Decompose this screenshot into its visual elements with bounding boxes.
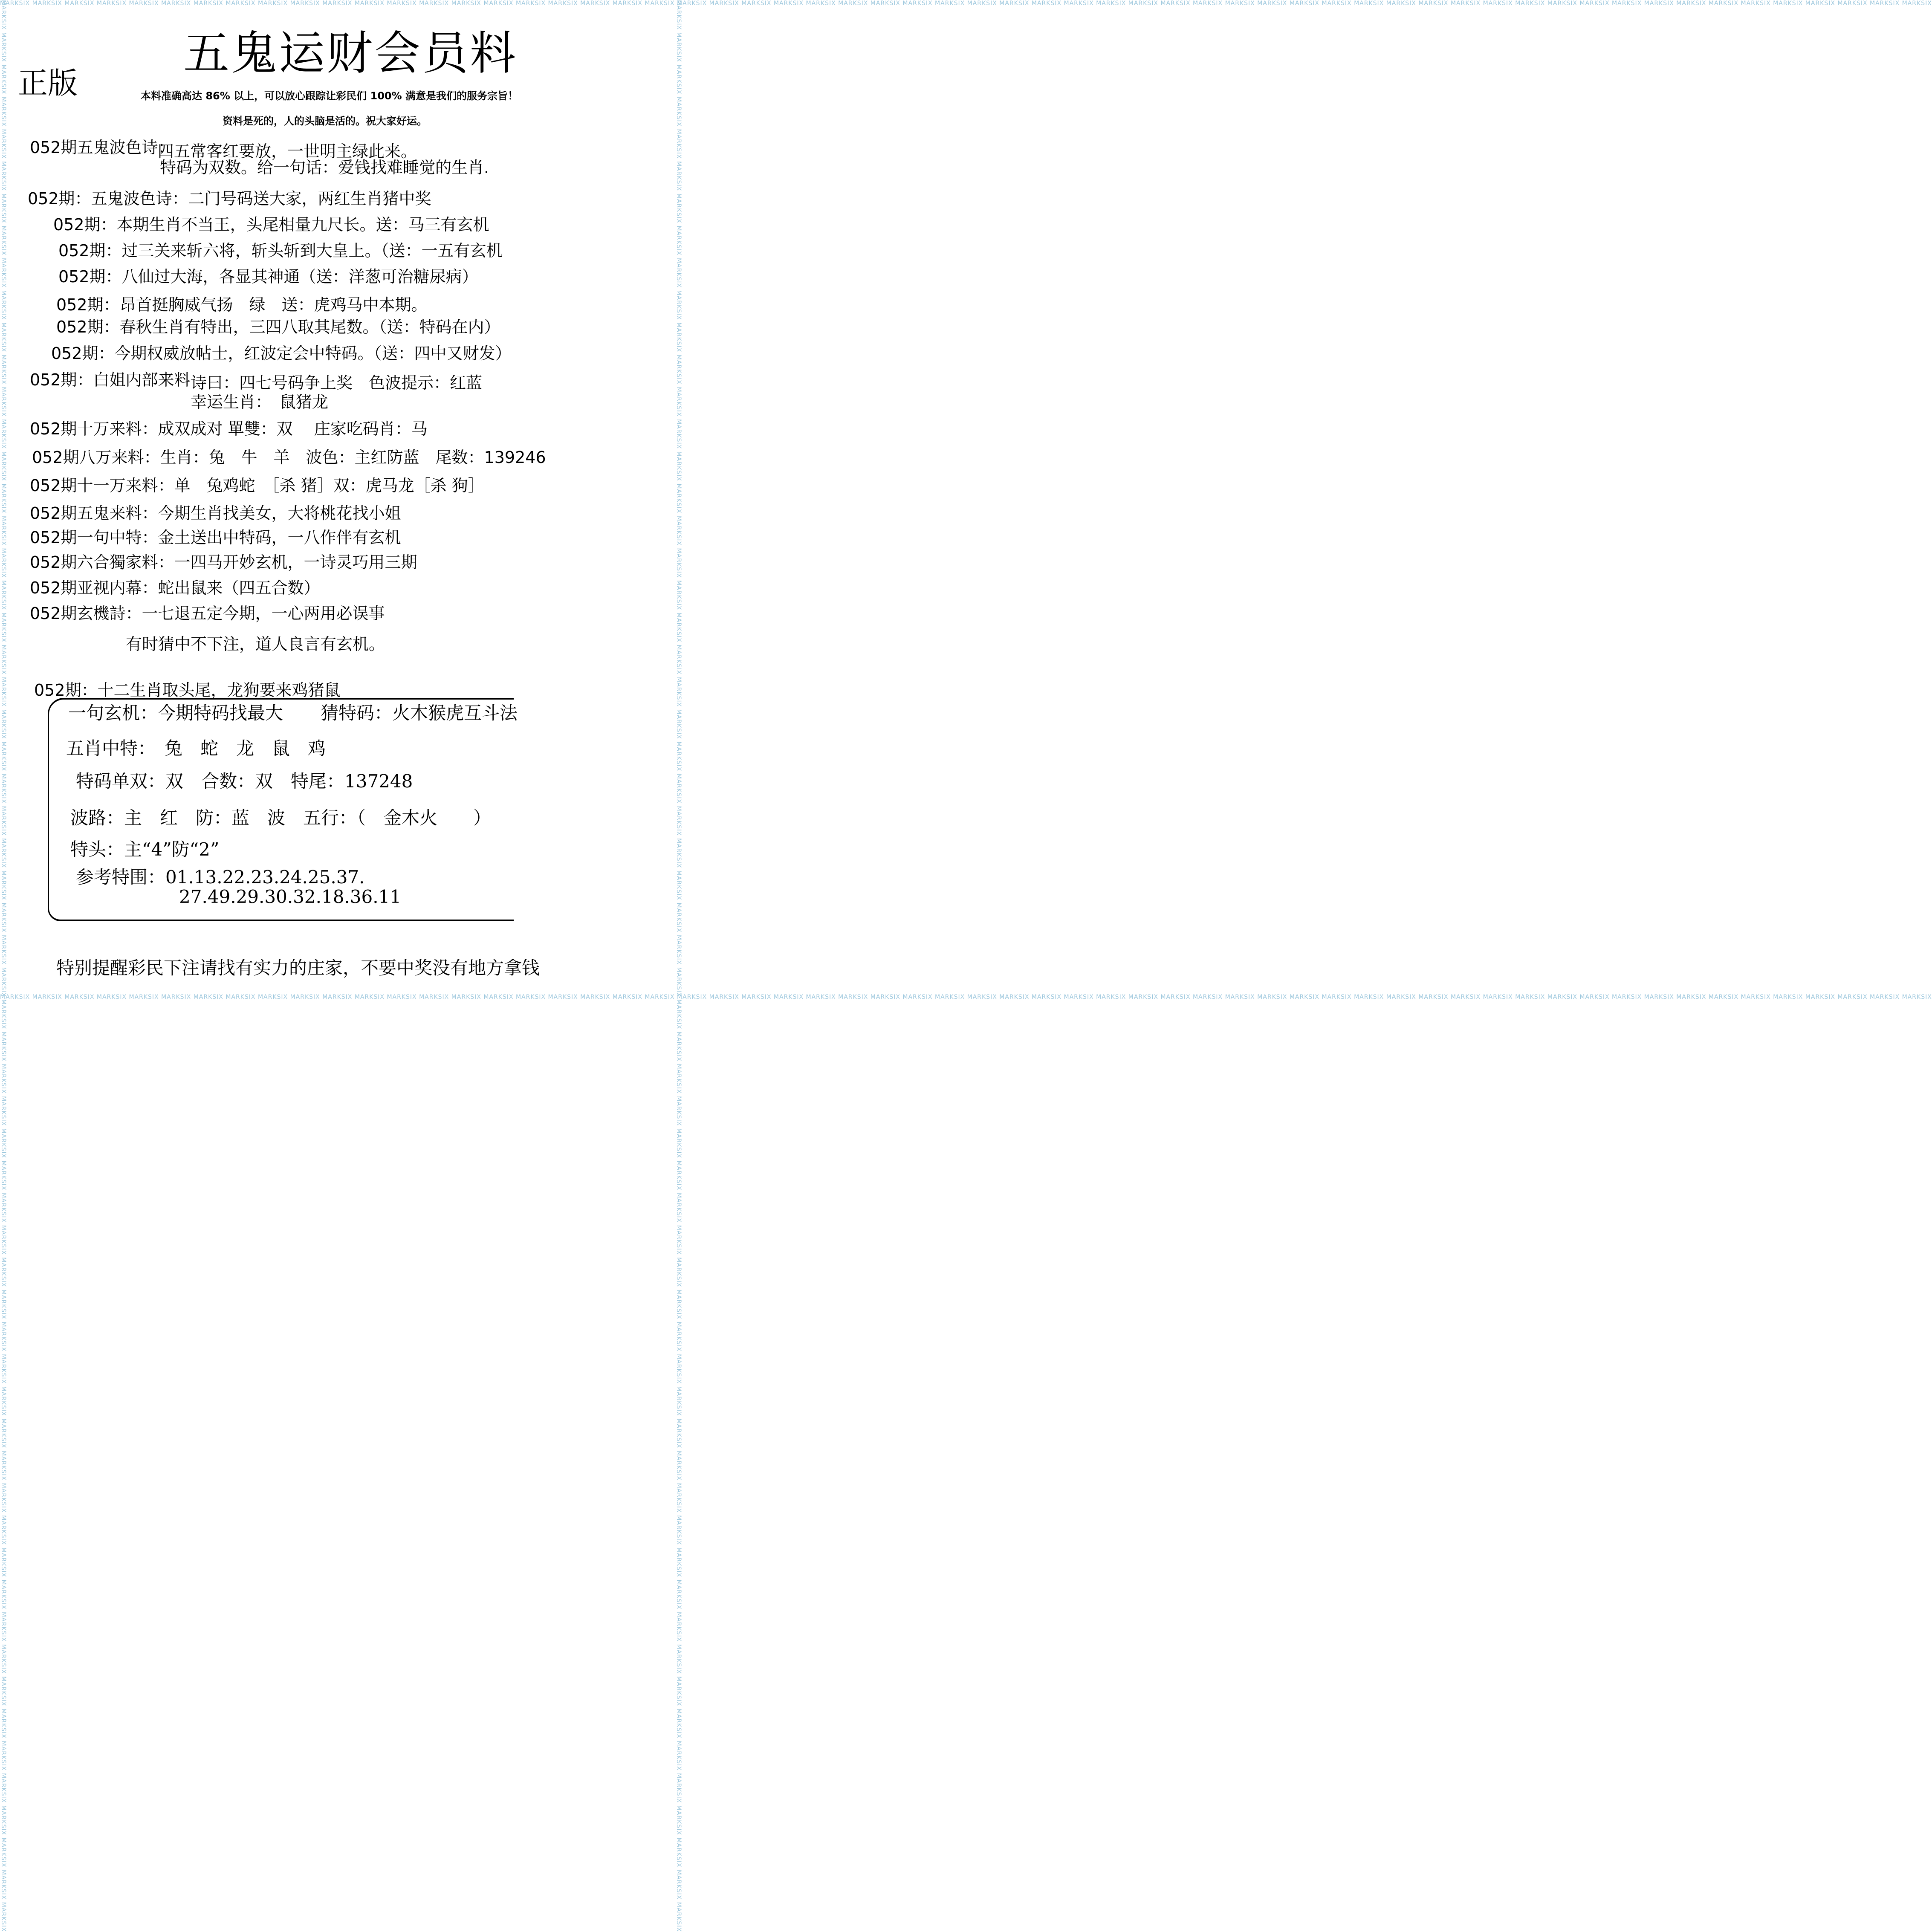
- box-head-digit: 特头：主“4”防“2”: [70, 839, 220, 860]
- subtitle-accuracy: 本料准确高达 86% 以上，可以放心跟踪让彩民们 100% 满意是我们的服务宗旨！: [141, 90, 518, 102]
- box-five-zodiac: 五肖中特： 兔 蛇 龙 鼠 鸡: [66, 738, 326, 759]
- box-riddle: 一句玄机：今期特码找最大: [68, 703, 283, 723]
- footer-reminder: 特别提醒彩民下注请找有实力的庄家，不要中奖没有地方拿钱: [56, 957, 540, 978]
- box-reference-numbers-cont: 27.49.29.30.32.18.36.11: [179, 886, 402, 907]
- line-16: 052期亚视内幕：蛇出鼠来（四五合数）: [30, 578, 320, 597]
- line-14: 052期一句中特：金土送出中特码，一八作伴有玄机: [30, 528, 401, 547]
- line-11: 052期八万来料：生肖：兔 牛 羊 波色：主红防蓝 尾数：139246: [32, 448, 546, 467]
- line-04: 052期：过三关来斩六将，斩头斩到大皇上。（送：一五有玄机: [58, 241, 503, 260]
- box-guess-code: 猜特码：火木猴虎互斗法: [321, 703, 518, 723]
- line-08: 052期：今期权威放帖士，红波定会中特码。（送：四中又财发）: [51, 344, 512, 363]
- line-02: 052期：五鬼波色诗：二门号码送大家，两红生肖猪中奖: [28, 189, 431, 208]
- line-07: 052期：春秋生肖有特出，三四八取其尾数。（送：特码在内）: [56, 318, 500, 336]
- line-17: 052期玄機詩：一七退五定今期，一心两用必误事: [30, 604, 385, 623]
- line-09-poem: 诗曰：四七号码争上奖 色波提示：红蓝: [191, 373, 483, 392]
- line-06: 052期：昂首挺胸威气扬 绿 送：虎鸡马中本期。: [56, 295, 428, 314]
- page-title: 五鬼运财会员料: [183, 27, 518, 80]
- line-10: 052期十万来料：成双成对 單雙：双 庄家吃码肖：马: [30, 419, 428, 438]
- line-09-label: 052期：白姐内部来料: [30, 370, 191, 389]
- line-15: 052期六合獨家料：一四马开妙玄机，一诗灵巧用三期: [30, 553, 417, 572]
- watermark-top: MARKSIX MARKSIX MARKSIX MARKSIX MARKSIX MARKSIX MARKSIX MARKSIX MARKSIX MARKSIX MARKSIX MARKSIX MARKSIX MARKSIX MARKSIX MARKSIX MARKSIX MARKSIX MARKSIX MARKSIX MARKSIX MARKSIX MARKSIX MARKSIX MARKSIX MARKSIX MARKSIX MARKSIX MARKSIX MARKSIX MARKSIX MARKSIX MARKSIX MARKSIX MARKSIX MARKSIX MARKSIX MARKSIX MARKSIX MARKSIX MARKSIX MARKSIX MARKSIX MARKSIX MARKSIX MARKSIX MARKSIX MARKSIX MARKSIX MARKSIX MARKSIX MARKSIX MARKSIX MARKSIX MARKSIX MARKSIX MARKSIX MARKSIX MARKSIX MARKSIX: [0, 0, 1932, 7]
- line-09-zodiac: 幸运生肖： 鼠猪龙: [191, 393, 329, 411]
- watermark-bottom: MARKSIX MARKSIX MARKSIX MARKSIX MARKSIX MARKSIX MARKSIX MARKSIX MARKSIX MARKSIX MARKSIX MARKSIX MARKSIX MARKSIX MARKSIX MARKSIX MARKSIX MARKSIX MARKSIX MARKSIX MARKSIX MARKSIX MARKSIX MARKSIX MARKSIX MARKSIX MARKSIX MARKSIX MARKSIX MARKSIX MARKSIX MARKSIX MARKSIX MARKSIX MARKSIX MARKSIX MARKSIX MARKSIX MARKSIX MARKSIX MARKSIX MARKSIX MARKSIX MARKSIX MARKSIX MARKSIX MARKSIX MARKSIX MARKSIX MARKSIX MARKSIX MARKSIX MARKSIX MARKSIX MARKSIX MARKSIX MARKSIX MARKSIX MARKSIX MARKSIX: [0, 994, 1932, 1001]
- seal-label: 正版: [18, 66, 78, 101]
- box-color-route: 波路：主 红 防：蓝 波 五行：（ 金木火 ）: [70, 807, 492, 828]
- line-03: 052期：本期生肖不当王，头尾相量九尺长。送：马三有玄机: [53, 215, 489, 234]
- line-01-hint: 特码为双数。给一句话：爱钱找难睡觉的生肖.: [160, 158, 489, 177]
- box-reference-numbers: 参考特围：01.13.22.23.24.25.37.: [76, 867, 365, 888]
- line-18: 052期：十二生肖取头尾，龙狗要来鸡猪鼠: [34, 681, 341, 700]
- line-17-proverb: 有时猜中不下注，道人良言有玄机。: [126, 635, 385, 654]
- line-01-poem: 四五常客红要放，一世明主绿此来。: [158, 142, 417, 161]
- watermark-left: MARKSIX MARKSIX MARKSIX MARKSIX MARKSIX MARKSIX MARKSIX MARKSIX MARKSIX MARKSIX MARKSIX MARKSIX MARKSIX MARKSIX MARKSIX MARKSIX MARKSIX MARKSIX MARKSIX MARKSIX MARKSIX MARKSIX MARKSIX MARKSIX MARKSIX MARKSIX MARKSIX MARKSIX MARKSIX MARKSIX MARKSIX MARKSIX MARKSIX MARKSIX MARKSIX MARKSIX MARKSIX MARKSIX MARKSIX MARKSIX MARKSIX MARKSIX MARKSIX MARKSIX MARKSIX MARKSIX MARKSIX MARKSIX MARKSIX MARKSIX MARKSIX MARKSIX MARKSIX MARKSIX MARKSIX MARKSIX MARKSIX MARKSIX MARKSIX MARKSIX: [0, 0, 7, 1932]
- box-odd-even: 特码单双：双 合数：双 特尾：137248: [76, 771, 413, 792]
- line-05: 052期：八仙过大海，各显其神通（送：洋葱可治糖尿病）: [58, 267, 478, 286]
- subtitle-luck: 资料是死的，人的头脑是活的。祝大家好运。: [223, 115, 427, 127]
- line-13: 052期五鬼来料：今期生肖找美女，大将桃花找小姐: [30, 504, 401, 523]
- line-01-label: 052期五鬼波色诗：: [30, 138, 174, 157]
- watermark-right: MARKSIX MARKSIX MARKSIX MARKSIX MARKSIX MARKSIX MARKSIX MARKSIX MARKSIX MARKSIX MARKSIX MARKSIX MARKSIX MARKSIX MARKSIX MARKSIX MARKSIX MARKSIX MARKSIX MARKSIX MARKSIX MARKSIX MARKSIX MARKSIX MARKSIX MARKSIX MARKSIX MARKSIX MARKSIX MARKSIX MARKSIX MARKSIX MARKSIX MARKSIX MARKSIX MARKSIX MARKSIX MARKSIX MARKSIX MARKSIX MARKSIX MARKSIX MARKSIX MARKSIX MARKSIX MARKSIX MARKSIX MARKSIX MARKSIX MARKSIX MARKSIX MARKSIX MARKSIX MARKSIX MARKSIX MARKSIX MARKSIX MARKSIX MARKSIX MARKSIX: [675, 0, 682, 1932]
- line-12: 052期十一万来料：单 兔鸡蛇 ［杀 猪］双：虎马龙［杀 狗］: [30, 476, 484, 495]
